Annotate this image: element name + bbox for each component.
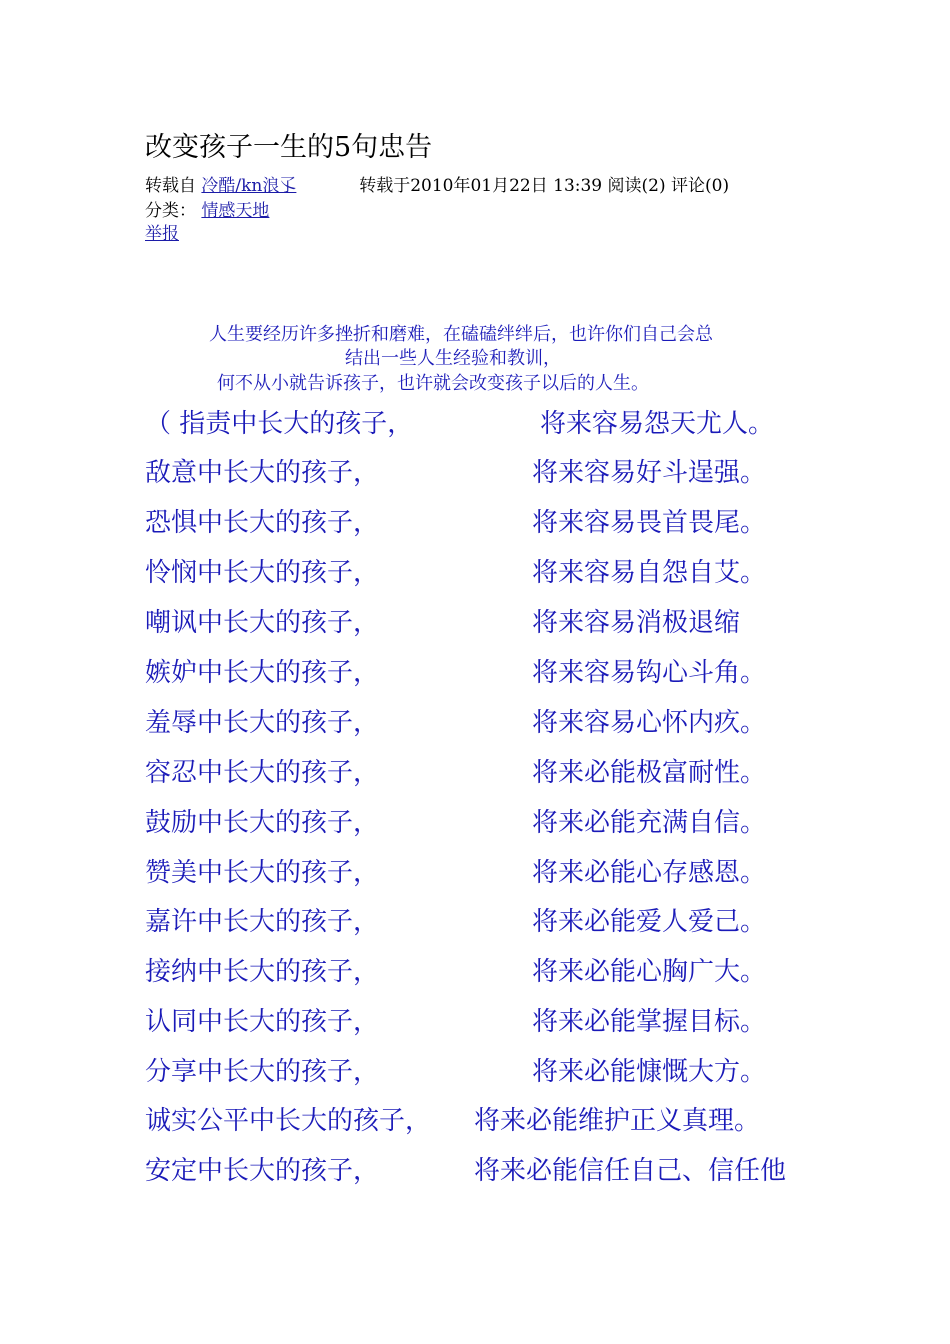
report-link[interactable]: 举报: [145, 224, 179, 244]
verse-cause: 鼓励中长大的孩子，: [145, 808, 380, 838]
verse-cause: 怜悯中长大的孩子，: [145, 558, 380, 588]
verse-result: 将来必能慷慨大方。: [532, 1057, 767, 1087]
verse-result: 将来容易好斗逞强。: [532, 458, 767, 488]
verse-row: [145, 1002, 825, 1042]
category-link[interactable]: 情感天地: [201, 201, 270, 221]
verse-result: 将来容易消极退缩: [532, 608, 741, 638]
verse-result: 将来必能爱人爱己。: [532, 907, 767, 937]
verse-cause: 敌意中长大的孩子，: [145, 458, 380, 488]
verse-row: [145, 1052, 825, 1092]
verse-row: [145, 453, 825, 493]
repost-author-link[interactable]: 冷酷/kn浪孓: [201, 176, 297, 196]
verse-row: [145, 503, 825, 543]
page-title: 改变孩子一生的5句忠告: [145, 132, 433, 163]
verse-result: 将来必能极富耐性。: [532, 758, 767, 788]
verse-cause: 诚实公平中长大的孩子，: [145, 1106, 432, 1136]
verse-row: [145, 753, 825, 793]
verse-result: 将来容易怨天尤人。: [540, 409, 775, 439]
verse-row: [145, 603, 825, 643]
verse-row: [145, 1101, 825, 1141]
verse-result: 将来必能掌握目标。: [532, 1007, 767, 1037]
verse-result: 将来必能信任自己、信任他: [474, 1156, 787, 1186]
verse-cause: 嫉妒中长大的孩子，: [145, 658, 380, 688]
verse-row: [145, 853, 825, 893]
verse-row: [145, 653, 825, 693]
verse-cause: 分享中长大的孩子，: [145, 1057, 380, 1087]
verse-result: 将来必能维护正义真理。: [474, 1106, 761, 1136]
verse-cause: 嘲讽中长大的孩子，: [145, 608, 380, 638]
repost-time-stats: 转载于2010年01月22日 13:39 阅读(2) 评论(0): [359, 176, 730, 196]
verse-result: 将来必能充满自信。: [532, 808, 767, 838]
verse-cause: 接纳中长大的孩子，: [145, 957, 380, 987]
verse-row: [145, 1151, 825, 1191]
verse-result: 将来必能心胸广大。: [532, 957, 767, 987]
verse-result: 将来容易钩心斗角。: [532, 658, 767, 688]
repost-info: [145, 174, 729, 198]
verse-row: [145, 902, 825, 942]
intro-line: 结出一些人生经验和教训，: [345, 348, 561, 369]
report-row: [145, 222, 179, 246]
verse-cause: 嘉许中长大的孩子，: [145, 907, 380, 937]
category-label: 分类：: [145, 201, 196, 221]
verse-cause: 认同中长大的孩子，: [145, 1007, 380, 1037]
verse-cause: 恐惧中长大的孩子，: [145, 508, 380, 538]
verse-cause: 赞美中长大的孩子，: [145, 858, 380, 888]
verse-row: [145, 703, 825, 743]
verse-result: 将来必能心存感恩。: [532, 858, 767, 888]
verse-result: 将来容易畏首畏尾。: [532, 508, 767, 538]
verse-result: 将来容易心怀内疚。: [532, 708, 767, 738]
repost-from-label: 转载自: [145, 176, 196, 196]
verse-cause: （ 指责中长大的孩子，: [145, 409, 414, 439]
intro-line: 人生要经历许多挫折和磨难，在磕磕绊绊后，也许你们自己会总: [209, 324, 713, 345]
verse-result: 将来容易自怨自艾。: [532, 558, 767, 588]
verse-row: [145, 404, 825, 444]
verse-cause: 安定中长大的孩子，: [145, 1156, 380, 1186]
verse-row: [145, 803, 825, 843]
verse-cause: 羞辱中长大的孩子，: [145, 708, 380, 738]
verse-row: [145, 553, 825, 593]
verse-cause: 容忍中长大的孩子，: [145, 758, 380, 788]
verse-row: [145, 952, 825, 992]
category-info: [145, 199, 269, 223]
intro-line: 何不从小就告诉孩子，也许就会改变孩子以后的人生。: [217, 373, 649, 394]
